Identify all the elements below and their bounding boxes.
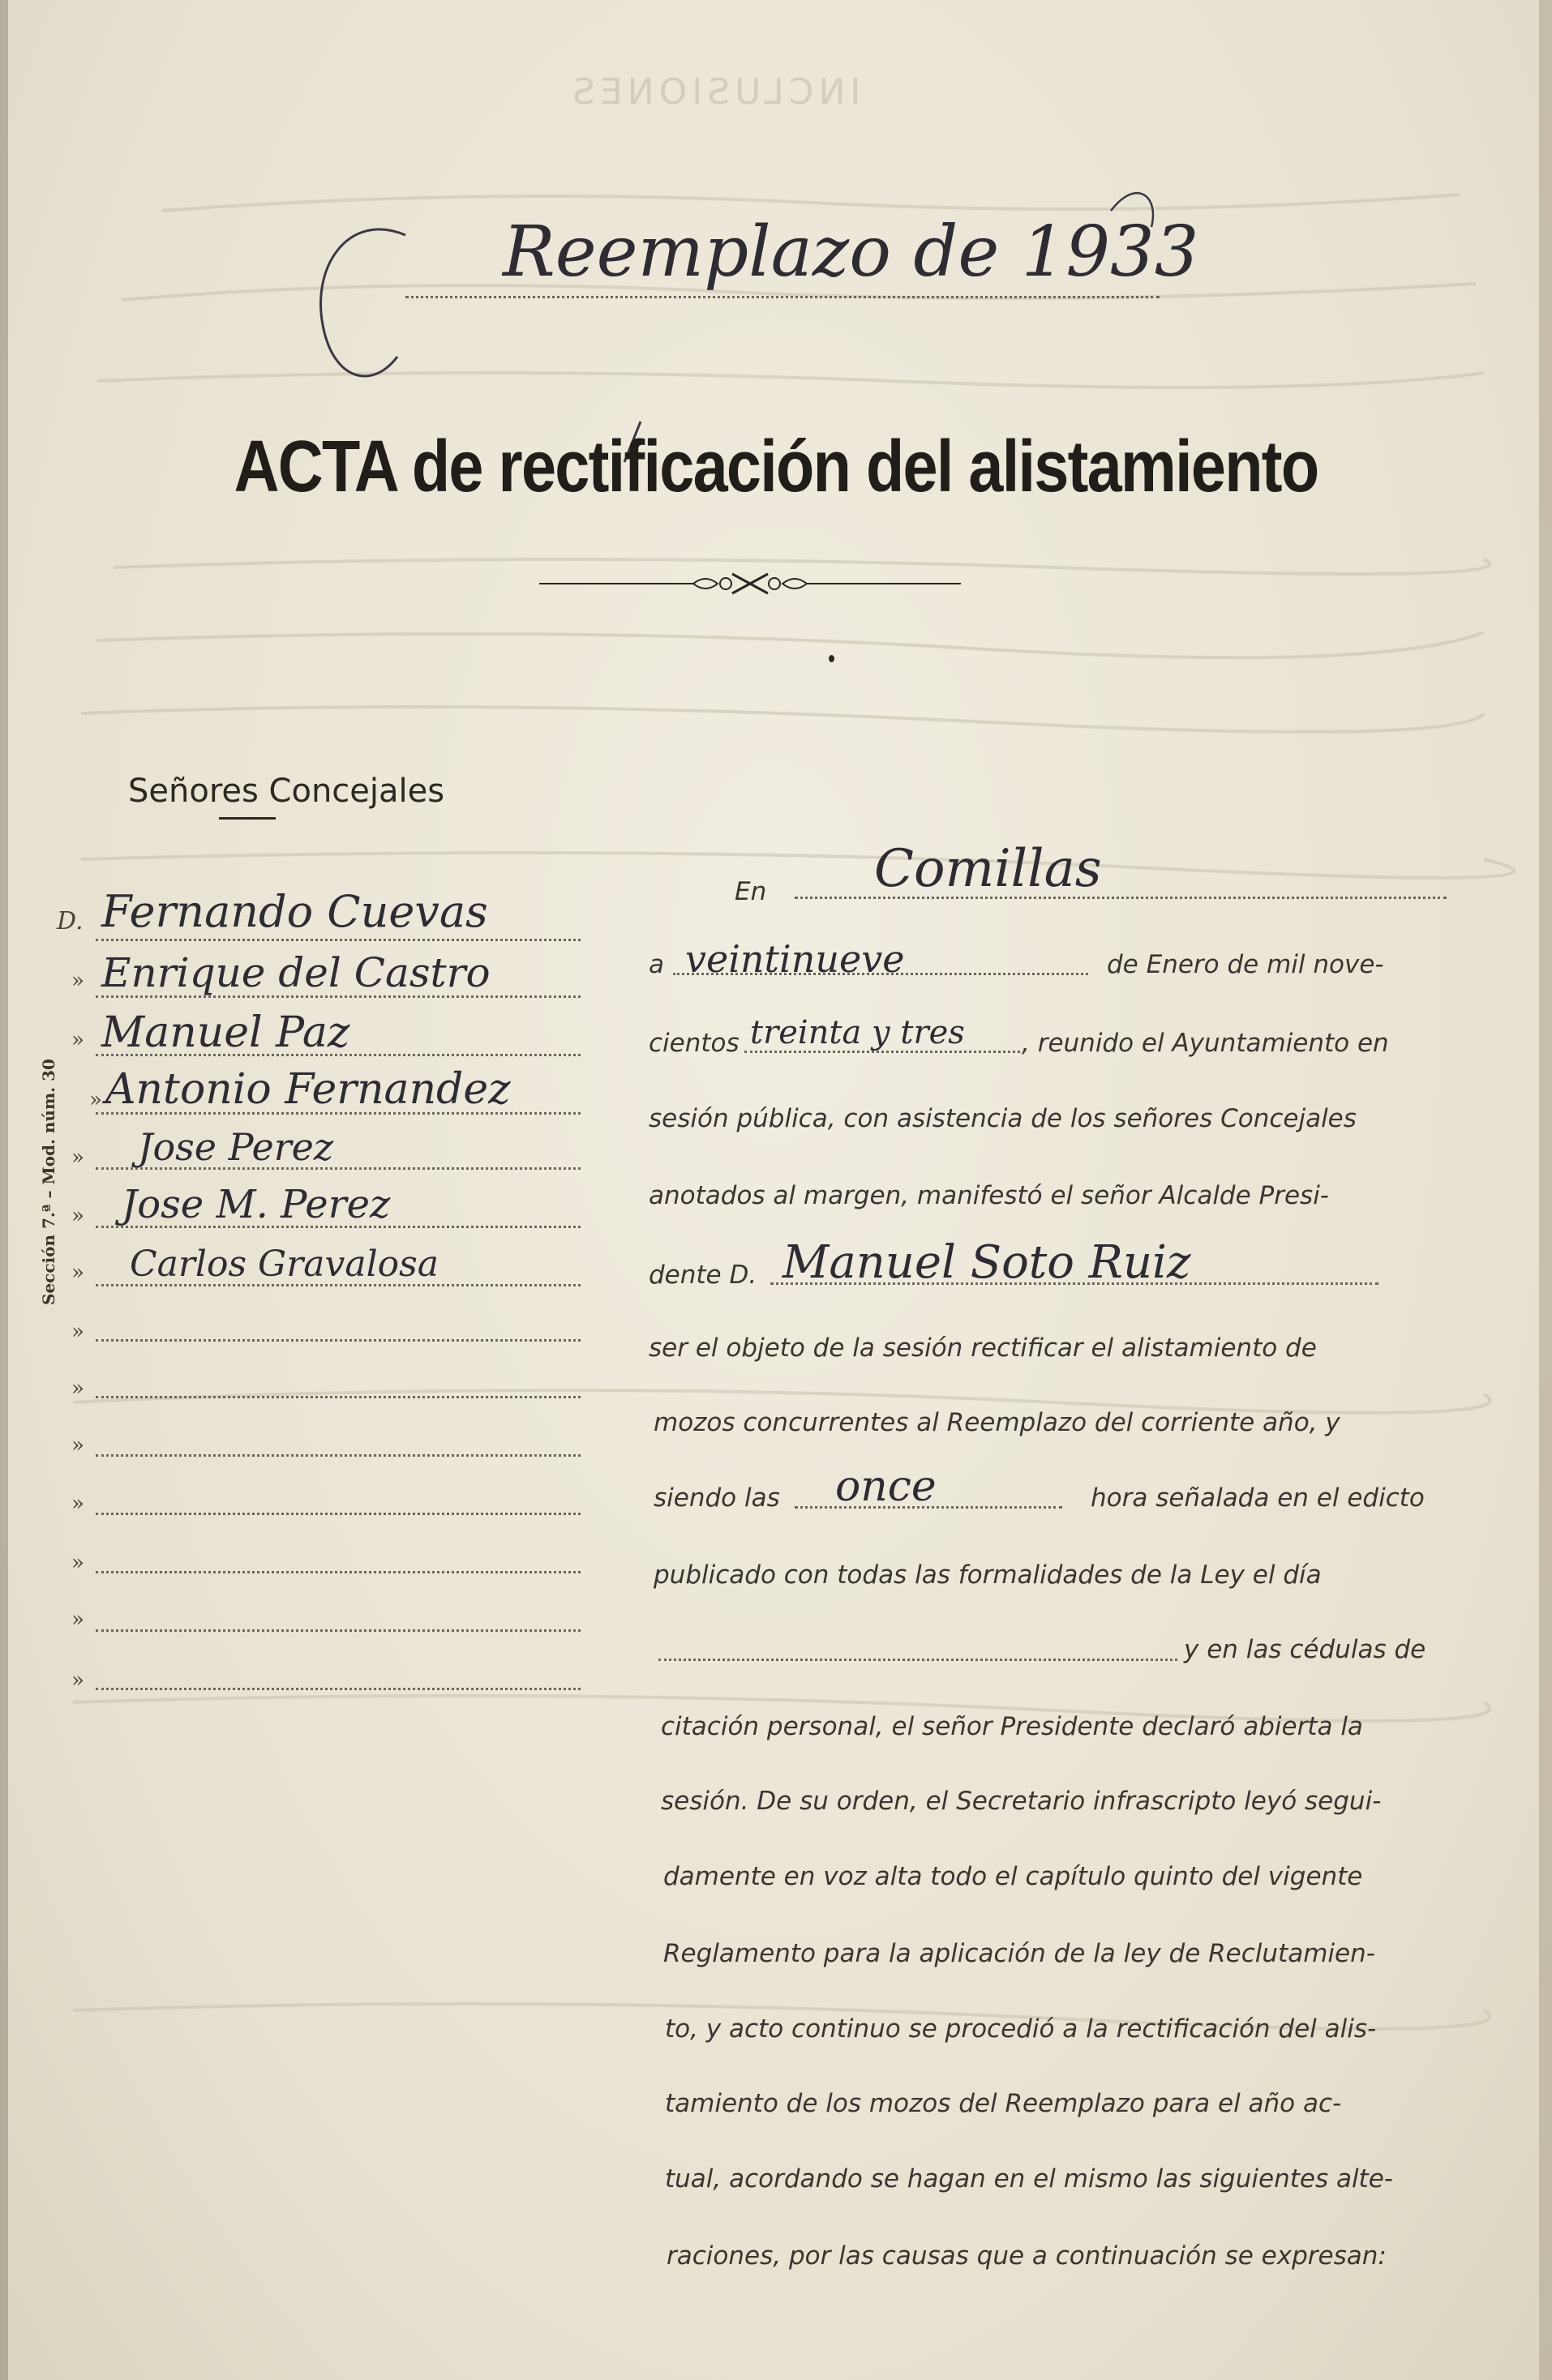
place-handwritten: Comillas [874, 839, 1102, 899]
concejal-bullet: » [71, 1028, 84, 1052]
ornament-dot [829, 655, 834, 662]
year-handwritten: treinta y tres [750, 1014, 965, 1051]
concejal-line-1 [96, 939, 581, 941]
hour-handwritten: once [835, 1462, 937, 1511]
acta-line-12: citación personal, el señor Presidente declaró abierta la [661, 1712, 1363, 1741]
concejal-line-9 [96, 1396, 581, 1398]
concejal-name-3: Manuel Paz [101, 1008, 350, 1057]
concejal-line-10 [96, 1454, 581, 1457]
bleed-through-heading: INCLUSIONES [568, 71, 861, 113]
concejal-bullet: » [71, 1376, 84, 1401]
concejal-name-4: Antonio Fernandez [105, 1065, 511, 1114]
concejal-bullet: » [71, 1145, 84, 1170]
acta-line-3b: , reunido el Ayuntamiento en [1022, 1029, 1389, 1058]
concejal-bullet: » [71, 1204, 84, 1228]
concejal-bullet: » [71, 1320, 84, 1344]
day-handwritten: veintinueve [685, 937, 905, 981]
handwritten-title: Reemplazo de 1933 [503, 212, 1199, 293]
concejal-line-8 [96, 1339, 581, 1342]
title-dotted-line [405, 296, 1160, 298]
acta-line-13: sesión. De su orden, el Secretario infrascripto leyó segui- [661, 1787, 1382, 1816]
concejales-title: Señores Concejales [128, 773, 445, 810]
concejal-bullet: » [71, 1492, 84, 1516]
acta-line-2b: de Enero de mil nove- [1107, 950, 1384, 979]
concejal-name-7: Carlos Gravalosa [130, 1244, 439, 1285]
acta-line-9b: hora señalada en el edicto [1091, 1483, 1425, 1513]
acta-line-9a: siendo las [654, 1483, 780, 1513]
acta-line-17: tamiento de los mozos del Reemplazo para el año ac- [665, 2089, 1342, 2118]
concejal-bullet: » [71, 1668, 84, 1693]
acta-line-7: ser el objeto de la sesión rectificar el alistamiento de [649, 1333, 1317, 1363]
acta-line-4: sesión pública, con asistencia de los señores Concejales [649, 1104, 1357, 1133]
title-flourish [259, 146, 1233, 470]
concejal-name-1: Fernando Cuevas [101, 886, 488, 937]
section-label: Sección 7.ª – Mod. núm. 30 [39, 1059, 58, 1305]
concejal-line-13 [96, 1629, 581, 1632]
acta-line-18: tual, acordando se hagan en el mismo las siguientes alte- [665, 2164, 1393, 2194]
acta-line-14: damente en voz alta todo el capítulo quinto del vigente [663, 1862, 1363, 1891]
acta-line-3a: cientos [649, 1029, 740, 1058]
acta-line-5: anotados al margen, manifestó el señor Alcalde Presi- [649, 1181, 1329, 1210]
acta-en-label: En [735, 877, 767, 906]
concejal-line-14 [96, 1688, 581, 1690]
mayor-handwritten: Manuel Soto Ruiz [782, 1236, 1191, 1289]
acta-line-8: mozos concurrentes al Reemplazo del corriente año, y [654, 1408, 1340, 1437]
concejal-bullet: » [89, 1088, 102, 1112]
concejal-bullet: » [71, 1551, 84, 1575]
acta-line-15: Reglamento para la aplicación de la ley de Reclutamien- [663, 1939, 1375, 1968]
acta-line-11: y en las cédulas de [1184, 1635, 1426, 1664]
acta-line-2a: a [649, 950, 664, 979]
date-line [658, 1659, 1177, 1661]
page-title: ACTA de rectificación del alistamiento [234, 426, 1318, 507]
concejal-name-2: Enrique del Castro [101, 949, 491, 996]
concejal-line-12 [96, 1571, 581, 1573]
concejal-name-6: Jose M. Perez [122, 1182, 391, 1227]
concejal-line-11 [96, 1513, 581, 1515]
concejal-bullet: » [71, 1433, 84, 1458]
concejal-prefix: D. [57, 907, 84, 935]
acta-line-6a: dente D. [649, 1261, 757, 1290]
concejales-title-underline [219, 817, 276, 820]
concejal-bullet: » [71, 1261, 84, 1285]
acta-line-16: to, y acto continuo se procedió a la rectificación del alis- [665, 2014, 1377, 2044]
acta-line-10: publicado con todas las formalidades de la Ley el día [654, 1560, 1322, 1590]
acta-line-19: raciones, por las causas que a continuación se expresan: [667, 2241, 1387, 2271]
divider-ornament [539, 567, 961, 600]
concejal-bullet: » [71, 969, 84, 993]
concejal-name-5: Jose Perez [138, 1125, 334, 1169]
concejal-bullet: » [71, 1607, 84, 1632]
